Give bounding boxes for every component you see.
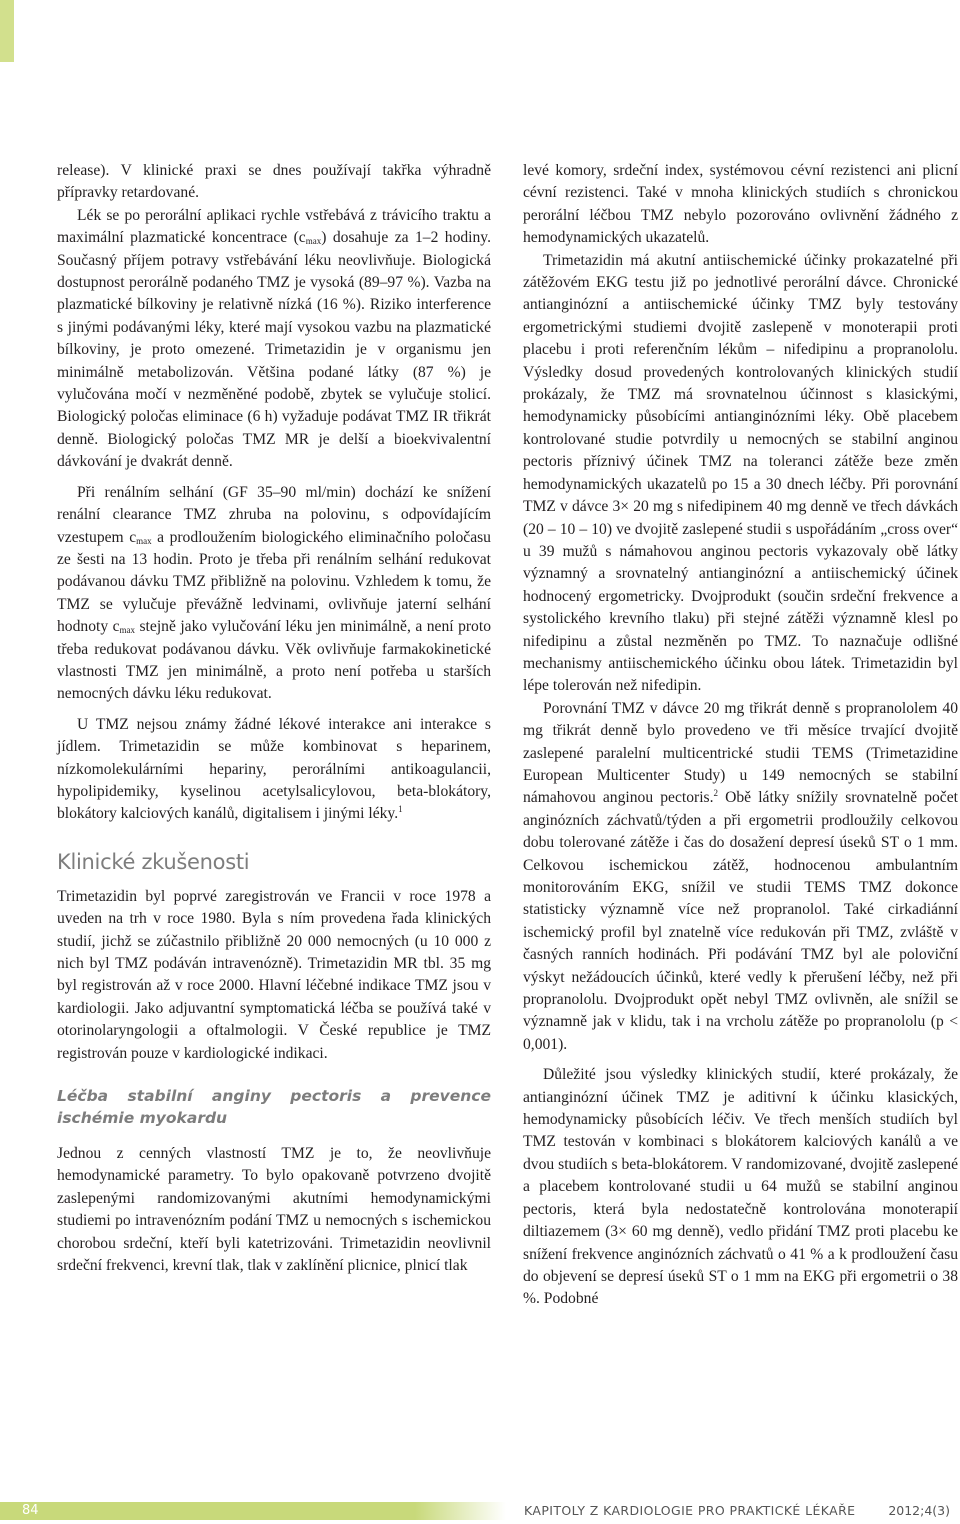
paragraph-text: Lék se po perorální aplikaci rychle vstřebává z trávicího traktu a maximální plazmatické koncentrace (c: [57, 206, 491, 247]
section-heading: Klinické zkušenosti: [57, 849, 250, 874]
top-accent-bar: [0, 0, 14, 62]
paragraph-text: Jednou z cenných vlastností TMZ je to, že neovlivňuje hemodynamické parametry. To bylo opakovaně potvrzeno dvojitě zaslepenými randomizovanými akutními hemodynamickými studiemi po intravenózním podání TMZ u nemocných s ischemickou chorobou srdeční, kteří byli katetrizováni. Trimetazidin neovlivnil srdeční frekvenci, krevní tlak, tlak v zaklínění plicnice, plnicí tlak: [57, 1145, 491, 1275]
reference-superscript: 2: [713, 788, 718, 799]
paragraph-text: ) dosahuje za 1–2 hodiny. Současný příjem potravy vstřebávání léku neovlivňuje. Biologická dostupnost perorálně podaného TMZ je vysoká (89–97 %). Vazba na plazmatické bílkoviny je relativně nízká (16 %). Riziko interference s jinými podávanými léky, které mají vysokou vazbu na plazmatické bílkoviny, je proto omezené. Trimetazidin je v organismu jen minimálně metabolizován. Většina podané látky (87 %) je vylučována močí v nezměněné podobě, zbytek se vylučuje stolicí. Biologický poločas eliminace (6 h) vyžaduje podávat TMZ IR třikrát denně. Biologický poločas TMZ MR je delší a bioekvivalentní dávkování je dvakrát denně.: [57, 229, 491, 471]
paragraph: [57, 1143, 491, 1277]
subscript: max: [305, 236, 322, 247]
paragraph-text: Při renálním selhání (GF 35–90 ml/min) dochází ke snížení renální clearance TMZ zhruba na polovinu, s odpovídajícím vzestupem c: [57, 483, 491, 546]
page-number: 84: [22, 1503, 39, 1518]
paragraph: [57, 205, 491, 474]
paragraph-text: a prodloužením biologického eliminačního poločasu ze šesti na 13 hodin. Proto je třeba při renálním selhání redukovat podávanou dávku TMZ přibližně na polovinu. Vzhledem k tomu, že TMZ se vylučuje převážně ledvinami, ovlivňuje jaterní selhání hodnoty c: [57, 528, 491, 636]
page-footer: [0, 1497, 960, 1524]
reference-superscript: 1: [398, 804, 403, 815]
paragraph: [523, 698, 958, 1057]
paragraph-text: Důležité jsou výsledky klinických studií, které prokázaly, že antianginózní účinek TMZ je aditivní k účinku klasických, hemodynamicky působících léčiv. Ve třech menších studiích byl TMZ testován v kombinaci s blokátorem kalciových kanálů a ve dvou studiích s beta-blokátorem. V randomizované, dvojitě zaslepené a placebem kontrolované studii u 64 mužů se stabilní anginou pectoris, která byla nedostatečně kontrolována monoterapií diltiazemem (3× 60 mg denně), vedlo přidání TMZ proti placebu ke snížení frekvence anginózních záchvatů o 41 % a k prodloužení času do objevení se depresí úseků ST o 1 mm na EKG při ergometrii o 38 %. Podobné: [523, 1066, 958, 1308]
paragraph: [523, 250, 958, 698]
paragraph-text: stejně jako vylučování léku jen minimálně, a není proto třeba redukovat podávanou dávku. Věk ovlivňuje farmakokinetické vlastnosti TMZ jen minimálně, a proto není potřeba u starších nemocných dávku léku redukovat.: [57, 618, 491, 703]
journal-issue: 2012;4(3): [888, 1503, 950, 1518]
paragraph-text: U TMZ nejsou známy žádné lékové interakce ani interakce s jídlem. Trimetazidin se může kombinovat s heparinem, nízkomolekulárními hepariny, perorálními antikoagulancii, hypolipidemiky, kyselinou acetylsalicylovou, beta-blokátory, blokátory kalciových kanálů, digitalisem i jinými léky.: [57, 715, 491, 823]
paragraph: [523, 160, 958, 250]
subsection-heading: Léčba stabilní anginy pectoris a prevence ischémie myokardu: [57, 1087, 491, 1128]
paragraph: [523, 1064, 958, 1310]
footer-accent-bar: [0, 1502, 506, 1520]
left-column: [57, 160, 491, 1277]
paragraph: [57, 482, 491, 706]
paragraph-text: levé komory, srdeční index, systémovou cévní rezistenci ani plicní cévní rezistenci. Také v mnoha klinických studiích s chronickou perorální léčbou TMZ nebylo pozorováno ovlivnění žádného z hemodynamických ukazatelů.: [523, 162, 958, 247]
journal-title: KAPITOLY Z KARDIOLOGIE PRO PRAKTICKÉ LÉKAŘE: [524, 1503, 856, 1518]
paragraph: [57, 160, 491, 205]
subscript: max: [119, 625, 136, 636]
paragraph: [57, 714, 491, 826]
paragraph-text: Trimetazidin má akutní antiischemické účinky prokazatelné při zátěžovém EKG testu již po jednotlivé perorální dávce. Chronické antianginózní a antiischemické účinky TMZ byly testovány ergometrickými studiemi dvojitě zaslepeně v monoterapii proti placebu i proti referenčním lékům – nifedipinu a propranololu. Výsledky dosud provedených kontrolovaných klinických studií prokázaly, že TMZ má srovnatelnou účinnost s klasickými, hemodynamicky působícími antianginózními léky. Obě placebem kontrolované studie potvrdily u nemocných se stabilní anginou pectoris příznivý účinek TMZ na toleranci zátěže beze změn hemodynamických ukazatelů po 15 a 30 dnech léčby. Při porovnání TMZ v dávce 3× 20 mg s nifedipinem 40 mg denně ve třech dávkách (20 – 10 – 10) ve dvojitě zaslepené studii s uspořádáním „cross over“ u 39 mužů s námahovou anginou pectoris vykazovaly obě látky významný a srovnatelný antianginózní a antiischemický účinek hodnocený ergometricky. Dvojprodukt (součin srdeční frekvence a systolického krevního tlaku) při stejné zátěži významně klesl po nifedipinu a zůstal nezměněn po TMZ. To naznačuje odlišné mechanismy antiischemického účinku obou látek. Trimetazidin byl lépe tolerován než nifedipin.: [523, 251, 958, 695]
paragraph-text: release). V klinické praxi se dnes používají takřka výhradně přípravky retardované.: [57, 162, 491, 202]
paragraph-text: Obě látky snížily srovnatelně počet anginózních záchvatů/týden a při ergometrii prodloužily celkovou dobu tolerované zátěže i čas do dosažení depresí úseků ST o 1 mm. Celkovou ischemickou zátěž, hodnocenou ambulantním monitorováním EKG, snížil ve studii TEMS TMZ dokonce statisticky významně více než propranolol. Také cirkadiánní ischemický profil byl znatelně více redukován při TMZ, zvláště v časných ranních hodinách. Při podávání TMZ byl ale poloviční výskyt nežádoucích účinků, které vedly k přerušení léčby, než při propranololu. Dvojprodukt opět nebyl TMZ ovlivněn, ale snížil se významně jak v klidu, tak i na vrcholu zátěže po propranololu (p < 0,001).: [523, 789, 958, 1053]
right-column: [523, 160, 958, 1311]
paragraph: [57, 886, 491, 1065]
paragraph-text: Porovnání TMZ v dávce 20 mg třikrát denně s propranololem 40 mg třikrát denně bylo provedeno ve tři měsíce trvající dvojitě zaslepené paralelní multicentrické studii TEMS (Trimetazidine European Multicenter Study) u 149 nemocných se stabilní námahovou anginou pectoris.: [523, 699, 958, 807]
paragraph-text: Trimetazidin byl poprvé zaregistrován ve Francii v roce 1978 a uveden na trh v roce 1980. Byla s ním provedena řada klinických studií, jichž se zúčastnilo přibližně 20 000 nemocných (u 10 000 z nich byl TMZ podáván intravenózně). Trimetazidin MR tbl. 35 mg byl registrován až v roce 2000. Hlavní léčebné indikace TMZ jsou v kardiologii. Jako adjuvantní symptomatická léčba se používá také v otorinolaryngologii a oftalmologii. V České republice je TMZ registrován pouze v kardiologické indikaci.: [57, 887, 491, 1062]
subscript: max: [136, 535, 152, 546]
